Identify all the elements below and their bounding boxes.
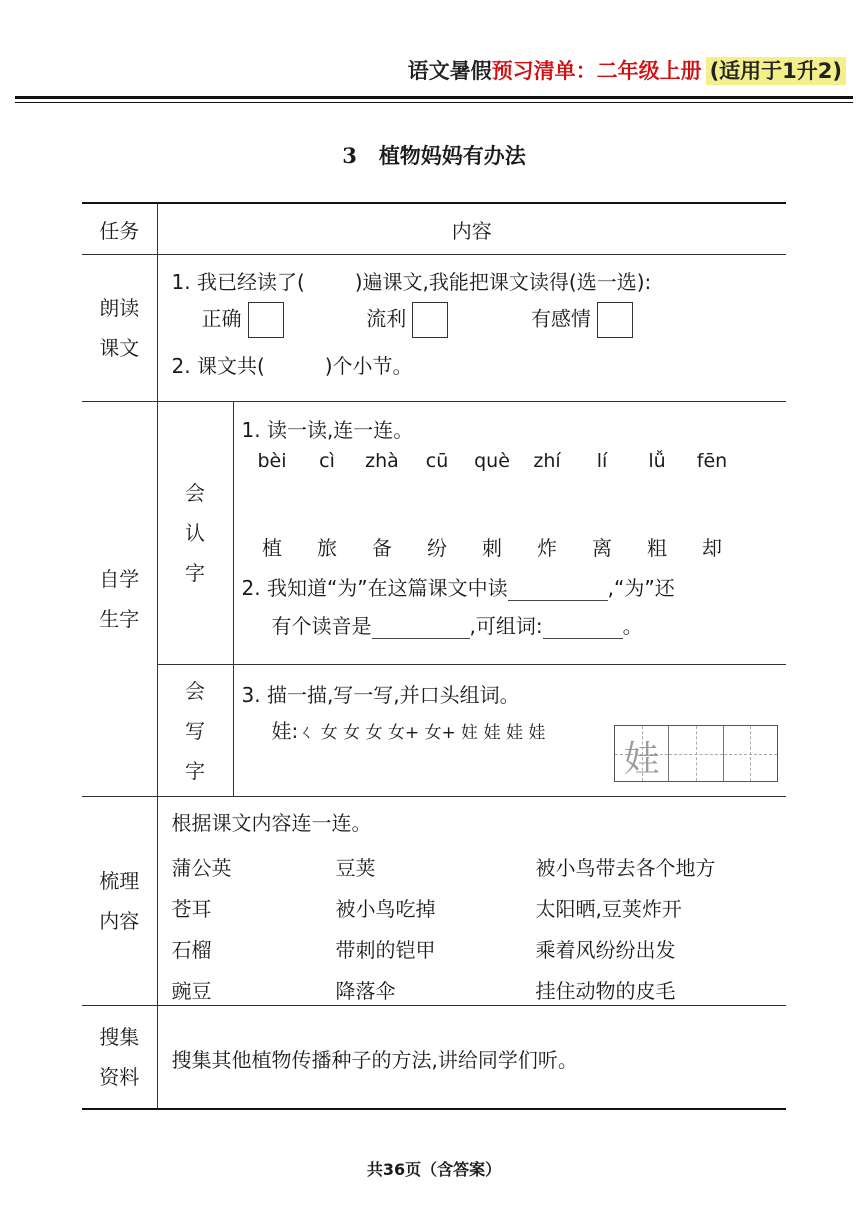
writing-cell[interactable] [668,726,722,781]
method-item[interactable]: 乘着风纷纷出发 [535,938,676,962]
table-header-row [82,203,786,255]
word-blank[interactable] [543,638,623,639]
header-grade-badge: (适用于1升2) [706,57,846,85]
hanzi-item[interactable]: 粗 [647,536,667,560]
sort-instruction: 根据课文内容连一连。 [171,811,372,835]
write-content [233,665,786,797]
hanzi-item[interactable]: 炸 [537,536,557,560]
sort-row [82,797,786,1006]
sort-content [157,797,786,1006]
pinyin-item[interactable]: cū [425,450,449,472]
pinyin-item[interactable]: lí [596,450,608,472]
method-item[interactable]: 挂住动物的皮毛 [535,979,676,1003]
header-subject: 语文暑假 [407,59,492,83]
lesson-name: 植物妈妈有办法 [378,143,526,168]
tool-item[interactable]: 带刺的铠甲 [335,938,436,962]
hanzi-item[interactable]: 离 [592,536,612,560]
reading-content [157,255,786,402]
reading-options: 正确 流利 有感情 [158,302,787,350]
sort-col-tools [336,848,436,1012]
pinyin-item[interactable]: zhí [533,450,561,472]
plant-item[interactable]: 豌豆 [171,979,212,1003]
writing-cell[interactable] [723,726,777,781]
recognize-task-2-cont: 有个读音是 ,可组词: 。 [271,614,643,638]
collect-label: 搜集 资料 [82,1006,157,1110]
recognize-content [233,402,786,665]
hanzi-row [234,516,787,560]
plant-item[interactable]: 蒲公英 [171,856,232,880]
checkbox-fluent[interactable] [412,302,448,338]
checkbox-correct[interactable] [248,302,284,338]
checkbox-expressive[interactable] [597,302,633,338]
recognize-label: 会 认 字 [157,402,233,665]
stroke-order: 娃:ㄑ 女 女 女 女+ 女+ 妵 娃 娃 娃 [271,719,546,743]
write-label: 会 写 字 [157,665,233,797]
header-content-cell: 内容 [157,203,786,255]
hanzi-item[interactable]: 旅 [317,536,337,560]
lesson-title [0,140,868,170]
sort-col-plants [172,848,232,1012]
other-pronunciation-blank[interactable] [372,638,470,639]
write-task-3: 3. 描一描,写一写,并口头组词。 [241,683,520,707]
hanzi-item[interactable]: 备 [372,536,392,560]
reading-row [82,255,786,402]
worksheet-table [82,202,786,1110]
pinyin-item[interactable]: cì [319,450,335,472]
plant-item[interactable]: 石榴 [171,938,212,962]
collect-row [82,1006,786,1110]
recognize-task-1: 1. 读一读,连一连。 [241,418,414,442]
hanzi-item[interactable]: 纷 [427,536,447,560]
page-header [408,55,846,85]
hanzi-item[interactable]: 刺 [482,536,502,560]
header-task-cell: 任务 [82,203,157,255]
reading-line-2: 2. 课文共( )个小节。 [171,354,413,378]
tool-item[interactable]: 豆荚 [335,856,376,880]
pinyin-item[interactable]: bèi [257,450,287,472]
method-item[interactable]: 太阳晒,豆荚炸开 [535,897,682,921]
pinyin-item[interactable]: lǚ [648,450,666,472]
pronunciation-blank[interactable] [508,600,608,601]
sort-label: 梳理 内容 [82,797,157,1006]
header-list-title: 预习清单：二年级上册 [491,59,702,83]
trace-character: 娃 [623,739,660,780]
tool-item[interactable]: 被小鸟吃掉 [335,897,436,921]
pinyin-item[interactable]: zhà [365,450,399,472]
collect-content [157,1006,786,1110]
lesson-number: 3 [342,143,357,168]
recognize-row [82,402,786,665]
sort-col-methods [536,848,716,1012]
writing-cell[interactable] [615,726,668,781]
pinyin-row [234,448,787,516]
collect-text: 搜集其他植物传播种子的方法,讲给同学们听。 [171,1048,578,1072]
page-footer: 共36页（含答案） [366,1160,502,1179]
reading-label: 朗读 课文 [82,255,157,402]
header-rule-thick [15,96,853,99]
plant-item[interactable]: 苍耳 [171,897,212,921]
hanzi-item[interactable]: 却 [702,536,722,560]
recognize-task-2: 2. 我知道“为”在这篇课文中读 ,“为”还 [241,576,675,600]
pinyin-item[interactable]: què [474,450,510,472]
method-item[interactable]: 被小鸟带去各个地方 [535,856,716,880]
hanzi-item[interactable]: 植 [262,536,282,560]
write-row [82,665,786,797]
pinyin-item[interactable]: fēn [696,450,728,472]
writing-grid[interactable] [614,725,778,782]
header-rule-thin [15,102,853,103]
tool-item[interactable]: 降落伞 [335,979,396,1003]
reading-line-1: 1. 我已经读了( )遍课文,我能把课文读得(选一选): [171,270,652,294]
self-study-label: 自学 生字 [82,402,157,797]
